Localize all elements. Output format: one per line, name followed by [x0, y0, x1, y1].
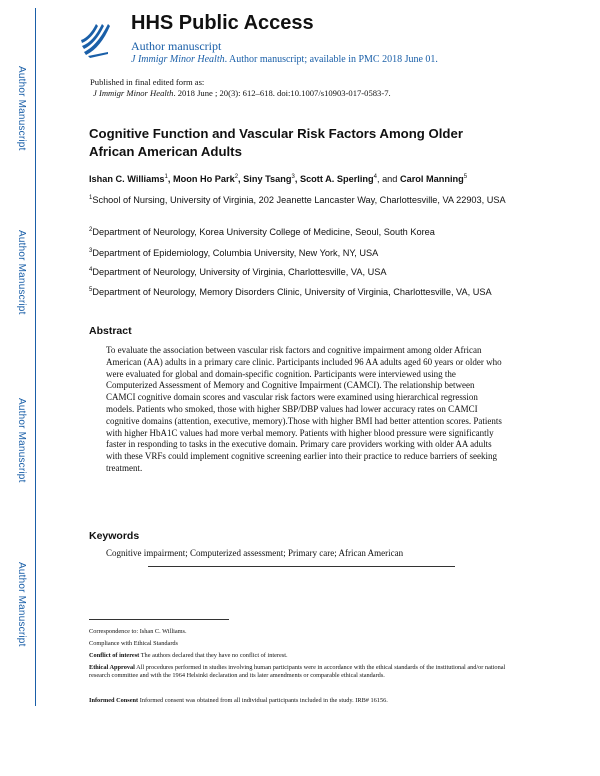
- availability-line: [131, 54, 438, 65]
- author-name: Siny Tsang: [243, 174, 292, 185]
- hhs-eagle-logo-icon: [78, 18, 114, 58]
- affiliation-sup: 3: [89, 248, 93, 254]
- affiliation: [89, 284, 519, 298]
- abstract-heading: Abstract: [89, 325, 132, 337]
- affiliation-text: School of Nursing, University of Virginia, 202 Jeanette Lancaster Way, Charlottesville, VA 22903, USA: [92, 195, 506, 206]
- conflict-of-interest-note: [89, 652, 509, 660]
- affiliation: [89, 192, 519, 206]
- ethical-text: All procedures performed in studies involving human participants were in accordance with the ethical standards of the institutional and/or national research committee and with the 1964 Helsinki declaration and its later amendments or comparable ethical standards.: [89, 664, 506, 679]
- availability-text: . Author manuscript; available in PMC 2018 June 01.: [224, 54, 438, 65]
- affiliation-text: Department of Neurology, University of Virginia, Charlottesville, VA, USA: [92, 267, 387, 278]
- keywords-heading: Keywords: [89, 530, 140, 542]
- consent-text: Informed consent was obtained from all individual participants included in the study. IRB# 16156.: [138, 697, 388, 704]
- author-sep: ,: [294, 174, 300, 185]
- ethical-label: Ethical Approval: [89, 664, 135, 671]
- side-label-author-manuscript: Author Manuscript: [16, 66, 27, 151]
- affiliation-sup: 1: [89, 195, 93, 201]
- correspondence-note: Correspondence to: Ishan C. Williams.: [89, 628, 187, 635]
- affiliation-sup: 5: [89, 287, 93, 293]
- author-sup: 4: [373, 174, 377, 180]
- author-sep: ,: [167, 174, 173, 185]
- author-manuscript-label: Author manuscript: [131, 39, 222, 53]
- author-sup: 2: [234, 174, 239, 180]
- keywords-divider: [148, 566, 455, 567]
- journal-name: J Immigr Minor Health: [131, 54, 225, 65]
- author-list: [89, 174, 529, 184]
- paper-title: [89, 125, 519, 161]
- author-name: Scott A. Sperling: [299, 174, 374, 185]
- affiliation: [89, 245, 519, 259]
- affiliation: [89, 224, 519, 238]
- paper-title-line2: African American Adults: [89, 144, 242, 159]
- keywords-text: Cognitive impairment; Computerized assessment; Primary care; African American: [106, 548, 404, 558]
- author-name: Carol Manning: [399, 174, 464, 185]
- side-label-author-manuscript: Author Manuscript: [16, 562, 27, 647]
- consent-label: Informed Consent: [89, 697, 139, 704]
- citation-line: [93, 88, 391, 98]
- side-label-author-manuscript: Author Manuscript: [16, 398, 27, 483]
- affiliation-text: Department of Neurology, Korea University College of Medicine, Seoul, South Korea: [92, 227, 435, 238]
- author-name: Moon Ho Park: [172, 174, 235, 185]
- paper-title-line1: Cognitive Function and Vascular Risk Factors Among Older: [89, 126, 463, 141]
- informed-consent-note: [89, 697, 509, 705]
- affiliation-text: Department of Neurology, Memory Disorders Clinic, University of Virginia, Charlottesville, VA, USA: [92, 287, 492, 298]
- coi-label: Conflict of interest: [89, 652, 140, 659]
- affiliation-sup: 2: [89, 227, 93, 233]
- affiliation: [89, 264, 519, 278]
- affiliation-sup: 4: [89, 267, 93, 273]
- author-sup: 5: [463, 174, 468, 180]
- ethical-approval-note: [89, 664, 509, 680]
- coi-text: The authors declared that they have no conflict of interest.: [139, 652, 288, 659]
- author-sep: ,: [238, 174, 244, 185]
- author-sup: 1: [164, 174, 168, 180]
- side-divider: [35, 8, 36, 706]
- author-name: Ishan C. Williams: [89, 174, 165, 185]
- side-label-author-manuscript: Author Manuscript: [16, 230, 27, 315]
- published-label: Published in final edited form as:: [90, 77, 205, 87]
- footnote-divider: [89, 619, 229, 620]
- abstract-text: To evaluate the association between vascular risk factors and cognitive impairment among older African American (AA) adults in a primary care clinic. Participants included 96 AA adults aged 60 years or older who were evaluated for global and domain-specific cognition. Participants were interviewed using the Computerized Assessment of Memory and Cognitive Impairment (CAMCI). The relationship between CAMCI cognitive domain scores and vascular risk factors were examined using hierarchical regression models. Patients who smoked, those with higher SBP/DBP values had lower accuracy rates on CAMCI cognitive domains (attention, executive, memory).Those with higher BMI had better attention scores. Patients with higher HbA1C values had more verbal memory. Patients with higher blood pressure were significantly faster in responding to tasks in the executive domain. Primary care providers working with older AA adults with these VRFs could implement cognitive screening earlier into their practice to reduce barriers of seeking treatment.: [106, 345, 502, 473]
- citation-journal: J Immigr Minor Health: [93, 88, 174, 98]
- author-sup: 3: [291, 174, 295, 180]
- citation-text: . 2018 June ; 20(3): 612–618. doi:10.1007/s10903-017-0583-7.: [173, 88, 391, 98]
- hhs-public-access-title: HHS Public Access: [131, 12, 314, 34]
- affiliation-text: Department of Epidemiology, Columbia University, New York, NY, USA: [92, 248, 379, 259]
- compliance-note: Compliance with Ethical Standards: [89, 640, 179, 647]
- author-sep: , and: [376, 174, 400, 185]
